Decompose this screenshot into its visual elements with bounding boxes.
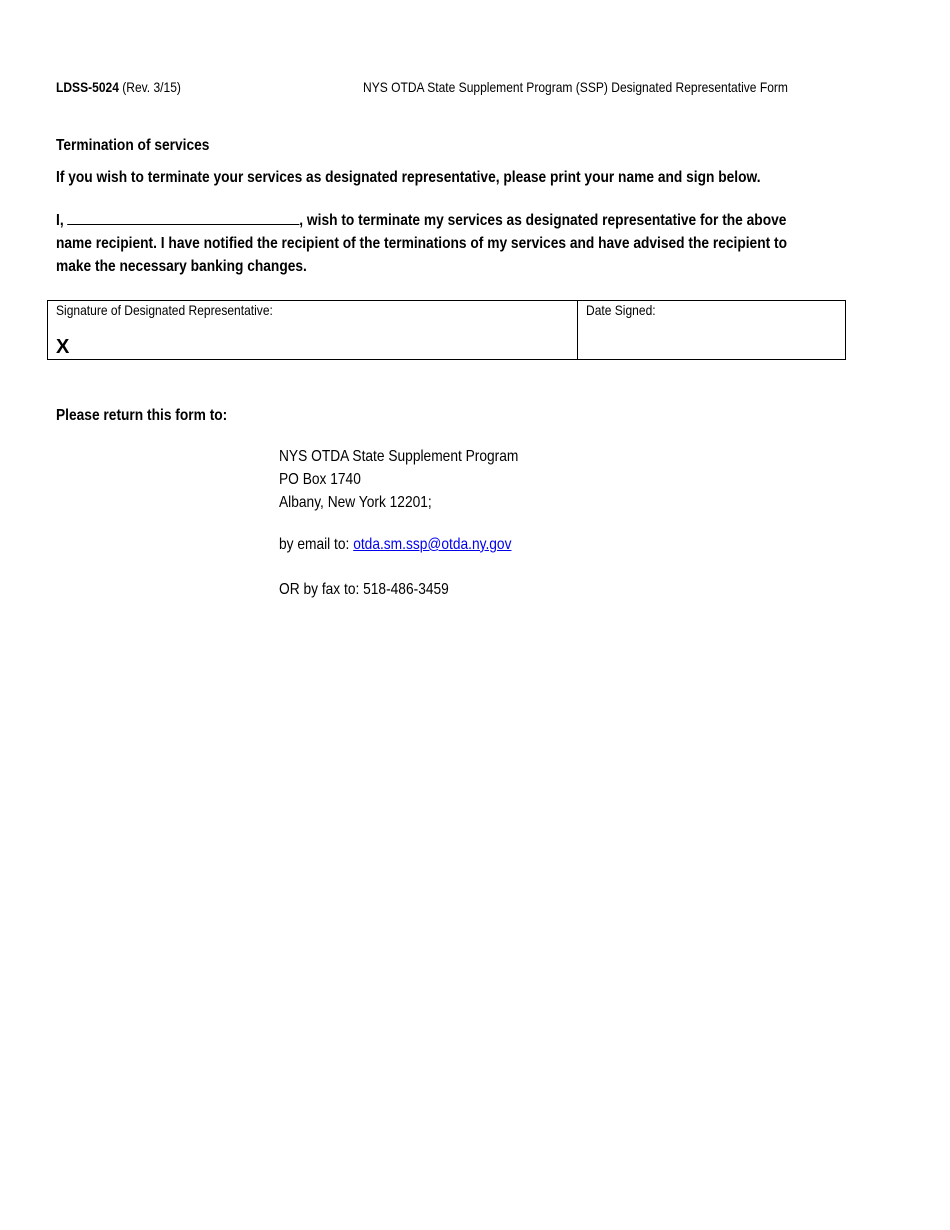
signature-table (47, 300, 846, 360)
signature-label: Signature of Designated Representative: (56, 302, 273, 318)
email-prefix: by email to: (279, 536, 350, 553)
termination-title: Termination of services (56, 137, 210, 154)
statement-line1: , wish to terminate my services as designated representative for the above (299, 212, 787, 229)
return-title: Please return this form to: (56, 407, 228, 424)
form-id (56, 79, 201, 95)
fax-contact: OR by fax to: 518-486-3459 (279, 581, 449, 598)
address-line2: PO Box 1740 (279, 471, 361, 488)
signature-x-mark: X (56, 336, 70, 358)
email-link[interactable]: otda.sm.ssp@otda.ny.gov (353, 536, 512, 553)
mailing-address (279, 445, 557, 514)
form-header (56, 79, 856, 97)
form-revision: (Rev. 3/15) (122, 79, 181, 95)
statement-line2: name recipient. I have notified the recipient of the terminations of my services and have advised the recipient to (56, 235, 788, 252)
email-contact (279, 536, 549, 554)
form-title: NYS OTDA State Supplement Program (SSP) Designated Representative Form (363, 79, 788, 95)
statement-prefix: I, (56, 212, 64, 229)
representative-name-field[interactable] (67, 210, 299, 225)
signature-field[interactable] (48, 301, 578, 359)
address-line3: Albany, New York 12201; (279, 494, 432, 511)
termination-instruction: If you wish to terminate your services as designated representative, please print your name and sign below. (56, 169, 761, 186)
form-number: LDSS-5024 (56, 79, 119, 95)
statement-line3: make the necessary banking changes. (56, 258, 307, 275)
date-signed-field[interactable] (578, 301, 845, 359)
termination-statement (56, 209, 906, 278)
address-line1: NYS OTDA State Supplement Program (279, 448, 519, 465)
date-signed-label: Date Signed: (586, 302, 656, 318)
